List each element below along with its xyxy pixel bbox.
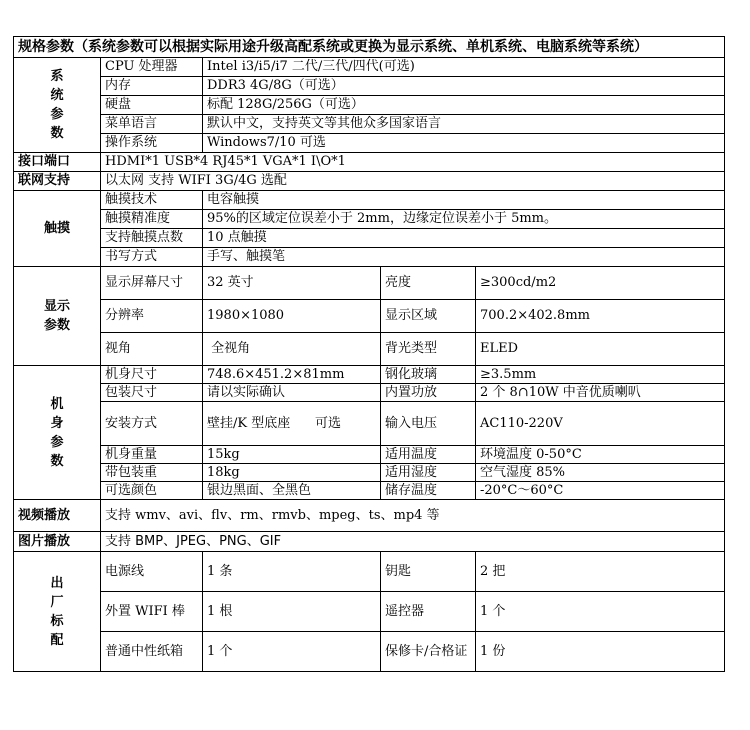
row-value: ≥3.5mm bbox=[476, 366, 725, 384]
row-key: 保修卡/合格证 bbox=[381, 632, 476, 672]
row-key: 安装方式 bbox=[101, 402, 203, 446]
row-value: 请以实际确认 bbox=[203, 384, 381, 402]
row-value: 1 个 bbox=[203, 632, 381, 672]
row-value: 默认中文，支持英文等其他众多国家语言 bbox=[203, 115, 725, 134]
row-value: 18kg bbox=[203, 464, 381, 482]
section-label-system: 系 统 参 数 bbox=[14, 58, 101, 153]
row-value: 15kg bbox=[203, 446, 381, 464]
row-key: 显示屏幕尺寸 bbox=[101, 267, 203, 300]
row-value: 700.2×402.8mm bbox=[476, 300, 725, 333]
row-key: 可选颜色 bbox=[101, 482, 203, 500]
row-value: 标配 128G/256G（可选） bbox=[203, 96, 725, 115]
section-label-touch: 触摸 bbox=[14, 191, 101, 267]
row-key: 触摸精准度 bbox=[101, 210, 203, 229]
row-key: 触摸技术 bbox=[101, 191, 203, 210]
row-key: 钥匙 bbox=[381, 552, 476, 592]
row-value: 1 根 bbox=[203, 592, 381, 632]
row-value: 全视角 bbox=[203, 333, 381, 366]
row-value: 748.6×451.2×81mm bbox=[203, 366, 381, 384]
video-value: 支持 wmv、avi、flv、rm、rmvb、mpeg、ts、mp4 等 bbox=[101, 500, 725, 532]
row-value: 环境温度 0-50°C bbox=[476, 446, 725, 464]
row-key: 内置功放 bbox=[381, 384, 476, 402]
row-value: -20°C～60°C bbox=[476, 482, 725, 500]
table-title: 规格参数（系统参数可以根据实际用途升级高配系统或更换为显示系统、单机系统、电脑系统等系统） bbox=[14, 37, 725, 58]
row-value: 32 英寸 bbox=[203, 267, 381, 300]
row-value: 空气湿度 85% bbox=[476, 464, 725, 482]
row-value: 10 点触摸 bbox=[203, 229, 725, 248]
row-key: 适用温度 bbox=[381, 446, 476, 464]
row-value: 2 把 bbox=[476, 552, 725, 592]
spec-table bbox=[13, 36, 725, 672]
row-key: 操作系统 bbox=[101, 134, 203, 153]
row-key: 机身尺寸 bbox=[101, 366, 203, 384]
row-value: 2 个 8∩10W 中音优质喇叭 bbox=[476, 384, 725, 402]
row-value: Intel i3/i5/i7 二代/三代/四代(可选) bbox=[203, 58, 725, 77]
row-key: CPU 处理器 bbox=[101, 58, 203, 77]
row-key: 机身重量 bbox=[101, 446, 203, 464]
row-value: 1 条 bbox=[203, 552, 381, 592]
section-label-ports: 接口端口 bbox=[14, 153, 101, 172]
row-value: DDR3 4G/8G（可选） bbox=[203, 77, 725, 96]
section-label-network: 联网支持 bbox=[14, 172, 101, 191]
row-key: 普通中性纸箱 bbox=[101, 632, 203, 672]
row-value: 1980×1080 bbox=[203, 300, 381, 333]
section-label-video: 视频播放 bbox=[14, 500, 101, 532]
section-label-factory: 出 厂 标 配 bbox=[14, 552, 101, 672]
row-key: 背光类型 bbox=[381, 333, 476, 366]
row-value: 95%的区域定位误差小于 2mm，边缘定位误差小于 5mm。 bbox=[203, 210, 725, 229]
row-key: 带包装重 bbox=[101, 464, 203, 482]
row-key: 包装尺寸 bbox=[101, 384, 203, 402]
row-key: 支持触摸点数 bbox=[101, 229, 203, 248]
row-value: 1 份 bbox=[476, 632, 725, 672]
row-value: Windows7/10 可选 bbox=[203, 134, 725, 153]
row-value: 电容触摸 bbox=[203, 191, 725, 210]
row-key: 遥控器 bbox=[381, 592, 476, 632]
row-value: AC110-220V bbox=[476, 402, 725, 446]
section-label-body: 机 身 参 数 bbox=[14, 366, 101, 500]
row-value: 1 个 bbox=[476, 592, 725, 632]
row-value: 壁挂/K 型底座 可选 bbox=[203, 402, 381, 446]
row-key: 书写方式 bbox=[101, 248, 203, 267]
row-key: 适用湿度 bbox=[381, 464, 476, 482]
row-key: 外置 WIFI 棒 bbox=[101, 592, 203, 632]
row-key: 硬盘 bbox=[101, 96, 203, 115]
row-key: 钢化玻璃 bbox=[381, 366, 476, 384]
row-key: 分辨率 bbox=[101, 300, 203, 333]
row-value: ≥300cd/m2 bbox=[476, 267, 725, 300]
row-value: ELED bbox=[476, 333, 725, 366]
ports-value: HDMI*1 USB*4 RJ45*1 VGA*1 I\O*1 bbox=[101, 153, 725, 172]
row-value: 银边黑面、全黑色 bbox=[203, 482, 381, 500]
network-value: 以太网 支持 WIFI 3G/4G 选配 bbox=[101, 172, 725, 191]
row-key: 电源线 bbox=[101, 552, 203, 592]
row-key: 内存 bbox=[101, 77, 203, 96]
section-label-display: 显示 参数 bbox=[14, 267, 101, 366]
row-value: 手写、触摸笔 bbox=[203, 248, 725, 267]
row-key: 显示区域 bbox=[381, 300, 476, 333]
row-key: 亮度 bbox=[381, 267, 476, 300]
row-key: 视角 bbox=[101, 333, 203, 366]
image-value: 支持 BMP、JPEG、PNG、GIF bbox=[101, 532, 725, 552]
section-label-image: 图片播放 bbox=[14, 532, 101, 552]
row-key: 输入电压 bbox=[381, 402, 476, 446]
row-key: 储存温度 bbox=[381, 482, 476, 500]
row-key: 菜单语言 bbox=[101, 115, 203, 134]
